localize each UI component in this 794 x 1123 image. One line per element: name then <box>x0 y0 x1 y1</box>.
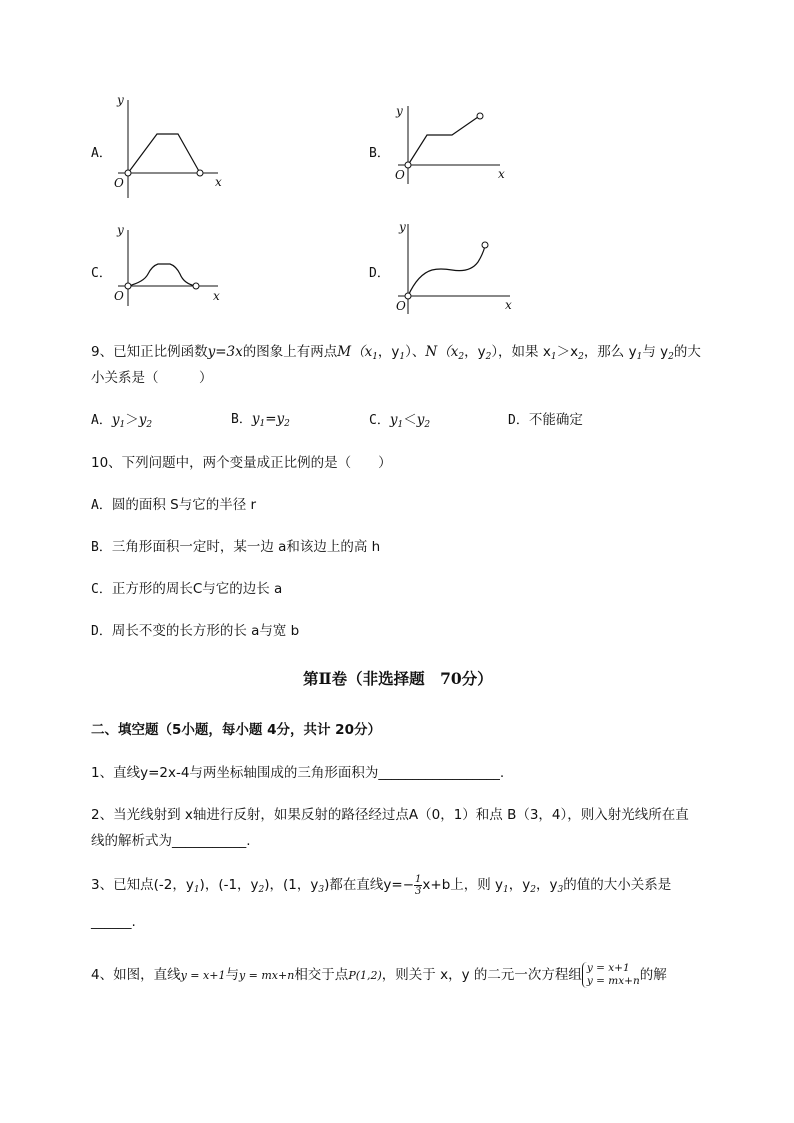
q9-stem-line1: 9、已知正比例函数y=3x的图象上有两点$M(x_1$，$y_1$）、$N(x_2$，$y_2$），如果 $x_1>x_2$，那么 $y_1$与 $y_2$的大 <box>91 344 701 362</box>
graph-option-c <box>110 222 230 312</box>
q10-stem: 10、下列问题中，两个变量成正比例的是（ ） <box>91 455 392 471</box>
graph-curve <box>128 264 196 286</box>
origin-point <box>405 162 411 168</box>
end-point <box>477 113 483 119</box>
end-point <box>197 170 203 176</box>
q9-stem-line2: 小关系是（ ） <box>91 370 213 386</box>
origin-label: O <box>114 289 124 303</box>
fill-q1: 1、直线y=2x-4与两坐标轴围成的三角形面积为__________________. <box>91 765 505 781</box>
y-label: y <box>117 223 124 237</box>
origin-point <box>125 170 131 176</box>
option-b-label: B． <box>369 146 390 161</box>
origin-point <box>405 293 411 299</box>
x-label: x <box>213 289 220 303</box>
x-label: x <box>215 175 222 189</box>
y-label: y <box>117 93 124 107</box>
q9-option-b: B．$y_1=y_2$ <box>231 411 290 429</box>
q10-option-d: D．周长不变的长方形的长 a与宽 b <box>91 623 300 639</box>
fill-q4-line1: 4、如图，直线y = x+1与y = mx+n相交于点P(1,2)，则关于 x，y 的二元一次方程组 y = x+1 y = mx+n 的解 <box>91 962 667 987</box>
graph-option-d <box>390 218 520 314</box>
end-point <box>193 283 199 289</box>
graph-curve <box>128 134 200 173</box>
graph-option-a <box>110 92 230 202</box>
q10-option-b: B．三角形面积一定时，某一边 a和该边上的高 h <box>91 539 381 555</box>
option-c-label: C． <box>91 266 112 281</box>
equation-system: y = x+1 y = mx+n <box>582 962 640 988</box>
section2-heading: 二、填空题（5小题，每小题 4分，共计 20分） <box>91 722 381 738</box>
fraction-one-third: $\frac{1}{3}$ <box>415 873 422 897</box>
q9-option-a: A．$y_1>y_2$ <box>91 412 153 430</box>
origin-label: O <box>396 299 406 313</box>
fill-q3-line2: ______. <box>91 914 136 930</box>
q10-option-c: C．正方形的周长C与它的边长 a <box>91 581 283 597</box>
part2-title: 第Ⅱ卷（非选择题 70分） <box>303 669 493 688</box>
option-a-label: A． <box>91 146 112 161</box>
x-label: x <box>505 298 512 312</box>
q10-option-a: A．圆的面积 S与它的半径 r <box>91 497 257 513</box>
y-label: y <box>399 220 406 234</box>
graph-curve <box>408 117 478 165</box>
origin-label: O <box>114 176 124 190</box>
fill-q3-line1: 3、已知点(-2，$y_1$)，(-1，$y_2$)，(1，$y_3$)都在直线y=− $\frac{1}{3}$ x+b上，则 $y_1$，$y_2$，$y_3$的值的大小关系是 <box>91 873 672 897</box>
option-d-label: D． <box>369 266 390 281</box>
graph-curve <box>408 246 485 296</box>
origin-point <box>125 283 131 289</box>
y-label: y <box>396 104 403 118</box>
graph-option-b <box>390 100 510 185</box>
end-point <box>482 242 488 248</box>
q9-option-c: C．$y_1<y_2$ <box>369 412 431 430</box>
fill-q2-line2: 线的解析式为___________. <box>91 833 251 849</box>
q9-option-d: D．不能确定 <box>508 412 583 428</box>
fill-q2-line1: 2、当光线射到 x轴进行反射，如果反射的路径经过点A（0，1）和点 B（3，4），则入射光线所在直 <box>91 807 689 823</box>
origin-label: O <box>395 168 405 182</box>
x-label: x <box>498 167 505 181</box>
